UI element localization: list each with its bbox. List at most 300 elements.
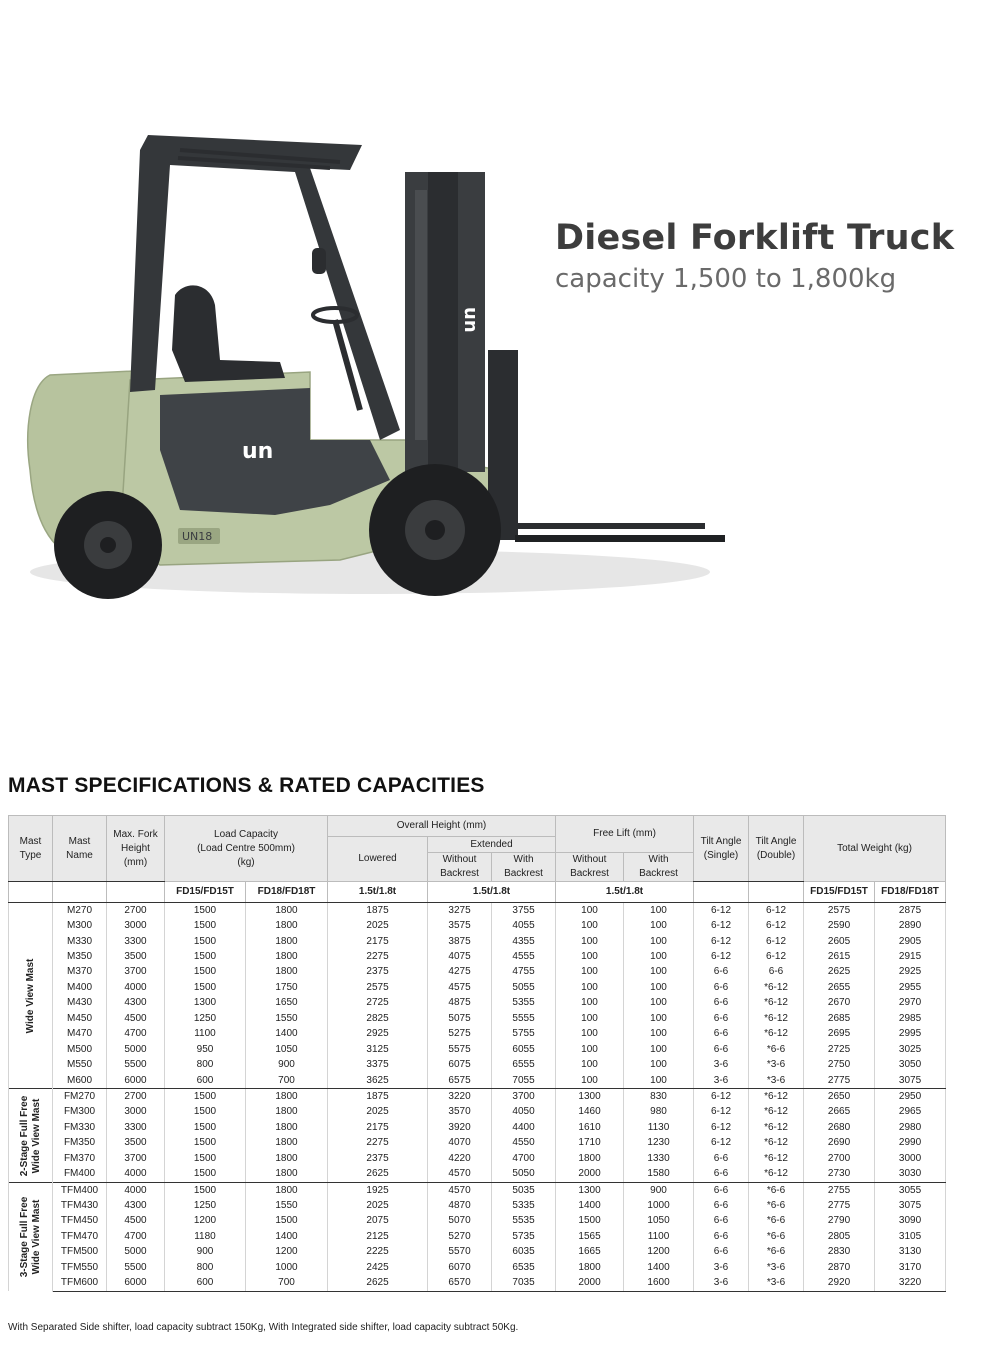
table-cell: 4000 xyxy=(107,980,165,995)
table-cell: 5570 xyxy=(428,1245,492,1260)
table-cell: *6-12 xyxy=(749,1136,804,1151)
table-row xyxy=(9,1151,946,1166)
table-cell: 1100 xyxy=(165,1027,246,1042)
table-cell: 2980 xyxy=(875,1120,946,1135)
table-cell: 2925 xyxy=(328,1027,428,1042)
table-row xyxy=(9,934,946,949)
table-cell: 1400 xyxy=(624,1260,694,1275)
table-cell: 2725 xyxy=(328,996,428,1011)
table-cell: 1500 xyxy=(165,980,246,995)
table-cell: 2375 xyxy=(328,1151,428,1166)
table-cell: 1665 xyxy=(556,1245,624,1260)
table-cell: *6-6 xyxy=(749,1042,804,1057)
table-cell: 1800 xyxy=(246,918,328,933)
table-cell: 5070 xyxy=(428,1214,492,1229)
table-cell: 7035 xyxy=(492,1276,556,1292)
table-cell: 100 xyxy=(556,1027,624,1042)
table-cell: 3300 xyxy=(107,1120,165,1135)
table-cell: 2925 xyxy=(875,965,946,980)
table-body xyxy=(9,903,946,1292)
table-cell: 1500 xyxy=(556,1214,624,1229)
table-cell: 950 xyxy=(165,1042,246,1057)
fork-upper xyxy=(505,523,705,529)
table-cell: 2725 xyxy=(804,1042,875,1057)
table-cell: 2175 xyxy=(328,1120,428,1135)
table-cell: 3275 xyxy=(428,903,492,919)
table-cell: 980 xyxy=(624,1105,694,1120)
table-cell: 100 xyxy=(624,903,694,919)
mast-name-cell: M430 xyxy=(53,996,107,1011)
table-cell: 100 xyxy=(624,980,694,995)
mast-name-cell: TFM600 xyxy=(53,1276,107,1292)
table-cell: 6-6 xyxy=(694,1198,749,1213)
table-cell: 1800 xyxy=(556,1151,624,1166)
mast-logo: un xyxy=(460,307,481,333)
table-cell: 3875 xyxy=(428,934,492,949)
header-fl-without-backrest: Without Backrest xyxy=(556,853,624,882)
table-row xyxy=(9,1057,946,1072)
table-cell: 1875 xyxy=(328,903,428,919)
table-cell: *6-12 xyxy=(749,1011,804,1026)
table-cell: 3000 xyxy=(875,1151,946,1166)
table-cell: 2700 xyxy=(804,1151,875,1166)
table-cell: 800 xyxy=(165,1260,246,1275)
table-cell: *6-12 xyxy=(749,1105,804,1120)
table-cell: 5050 xyxy=(492,1166,556,1182)
table-row xyxy=(9,949,946,964)
table-cell: 100 xyxy=(624,965,694,980)
table-cell: 2025 xyxy=(328,918,428,933)
table-cell: 5575 xyxy=(428,1042,492,1057)
table-cell: 1800 xyxy=(246,903,328,919)
table-cell: 100 xyxy=(624,1042,694,1057)
table-row xyxy=(9,996,946,1011)
title-block xyxy=(555,218,954,294)
table-cell: 2605 xyxy=(804,934,875,949)
table-cell: *6-12 xyxy=(749,1166,804,1182)
table-cell: 4550 xyxy=(492,1136,556,1151)
mast-name-cell: M270 xyxy=(53,903,107,919)
table-cell: 1800 xyxy=(246,1120,328,1135)
mast-spec-table xyxy=(8,815,946,1292)
table-cell: 2825 xyxy=(328,1011,428,1026)
mast-type-label: 2-Stage Full Free Wide View Mast xyxy=(18,1095,42,1176)
table-cell: 2225 xyxy=(328,1245,428,1260)
table-cell: 3090 xyxy=(875,1214,946,1229)
table-cell: 1875 xyxy=(328,1089,428,1105)
table-cell: *3-6 xyxy=(749,1260,804,1275)
mast-inner xyxy=(428,172,458,472)
table-cell: 3075 xyxy=(875,1198,946,1213)
table-cell: 3130 xyxy=(875,1245,946,1260)
header-overall-height: Overall Height (mm) xyxy=(328,816,556,837)
table-cell: 3700 xyxy=(107,1151,165,1166)
table-cell: 6055 xyxy=(492,1042,556,1057)
table-cell: 4000 xyxy=(107,1182,165,1198)
table-cell: 2970 xyxy=(875,996,946,1011)
table-cell: 4300 xyxy=(107,996,165,1011)
mast-name-cell: M470 xyxy=(53,1027,107,1042)
table-cell: *3-6 xyxy=(749,1057,804,1072)
table-cell: 2000 xyxy=(556,1276,624,1292)
table-cell: 3220 xyxy=(875,1276,946,1292)
table-cell: 4275 xyxy=(428,965,492,980)
table-row xyxy=(9,1182,946,1198)
table-cell: 1050 xyxy=(246,1042,328,1057)
table-cell: 1250 xyxy=(165,1198,246,1213)
table-cell: 2950 xyxy=(875,1089,946,1105)
table-cell: 100 xyxy=(624,934,694,949)
spec-table-wrap xyxy=(8,815,945,1292)
mast-name-cell: FM350 xyxy=(53,1136,107,1151)
table-cell: 1400 xyxy=(246,1027,328,1042)
header-mast-type: Mast Type xyxy=(9,816,53,882)
table-cell: 4870 xyxy=(428,1198,492,1213)
table-cell: 1750 xyxy=(246,980,328,995)
table-cell: 6-6 xyxy=(694,1151,749,1166)
header-tilt-double: Tilt Angle (Double) xyxy=(749,816,804,882)
table-cell: 3500 xyxy=(107,949,165,964)
table-cell: 3-6 xyxy=(694,1057,749,1072)
table-cell: 2965 xyxy=(875,1105,946,1120)
section-title: MAST SPECIFICATIONS & RATED CAPACITIES xyxy=(8,774,485,797)
table-row xyxy=(9,1198,946,1213)
table-row xyxy=(9,1214,946,1229)
table-cell: 6-12 xyxy=(749,918,804,933)
table-cell: 900 xyxy=(246,1057,328,1072)
table-cell: 1400 xyxy=(556,1198,624,1213)
mast-name-cell: M370 xyxy=(53,965,107,980)
table-cell: 5275 xyxy=(428,1027,492,1042)
table-cell: 3125 xyxy=(328,1042,428,1057)
table-cell: 4400 xyxy=(492,1120,556,1135)
table-cell: 4055 xyxy=(492,918,556,933)
table-cell: 5035 xyxy=(492,1182,556,1198)
table-cell: 2625 xyxy=(328,1276,428,1292)
table-cell: 3375 xyxy=(328,1057,428,1072)
table-cell: 1800 xyxy=(246,934,328,949)
table-row xyxy=(9,1245,946,1260)
mast-name-cell: FM300 xyxy=(53,1105,107,1120)
table-cell: *6-6 xyxy=(749,1214,804,1229)
table-cell: *6-6 xyxy=(749,1229,804,1244)
table-cell: 3220 xyxy=(428,1089,492,1105)
table-cell: 2670 xyxy=(804,996,875,1011)
table-cell: 3575 xyxy=(428,918,492,933)
table-cell: 3105 xyxy=(875,1229,946,1244)
table-cell: 2790 xyxy=(804,1214,875,1229)
model-blank-4 xyxy=(694,882,749,903)
table-cell: 1000 xyxy=(624,1198,694,1213)
table-row xyxy=(9,1089,946,1105)
table-cell: 1200 xyxy=(246,1245,328,1260)
table-cell: 6-12 xyxy=(749,934,804,949)
table-cell: 2955 xyxy=(875,980,946,995)
table-cell: 6-12 xyxy=(694,918,749,933)
table-cell: 1000 xyxy=(246,1260,328,1275)
table-cell: 900 xyxy=(165,1245,246,1260)
mast-name-cell: M330 xyxy=(53,934,107,949)
table-cell: 3000 xyxy=(107,1105,165,1120)
table-cell: 2375 xyxy=(328,965,428,980)
table-cell: 4070 xyxy=(428,1136,492,1151)
table-cell: *6-6 xyxy=(749,1245,804,1260)
table-cell: 2995 xyxy=(875,1027,946,1042)
table-cell: 2275 xyxy=(328,1136,428,1151)
mast-name-cell: TFM430 xyxy=(53,1198,107,1213)
header-load-capacity: Load Capacity (Load Centre 500mm) (kg) xyxy=(165,816,328,882)
table-cell: 100 xyxy=(624,949,694,964)
table-cell: 6-6 xyxy=(694,996,749,1011)
product-subtitle: capacity 1,500 to 1,800kg xyxy=(555,264,897,294)
table-cell: 1250 xyxy=(165,1011,246,1026)
table-cell: *6-12 xyxy=(749,980,804,995)
mast-type-label: Wide View Mast xyxy=(24,958,36,1033)
table-cell: 1800 xyxy=(246,1089,328,1105)
table-cell: 4355 xyxy=(492,934,556,949)
mast-name-cell: TFM450 xyxy=(53,1214,107,1229)
table-cell: *6-12 xyxy=(749,1027,804,1042)
table-cell: 100 xyxy=(624,1011,694,1026)
table-cell: 1565 xyxy=(556,1229,624,1244)
table-cell: 1610 xyxy=(556,1120,624,1135)
table-cell: *6-12 xyxy=(749,1120,804,1135)
table-cell: 1050 xyxy=(624,1214,694,1229)
table-cell: 2075 xyxy=(328,1214,428,1229)
table-cell: 1180 xyxy=(165,1229,246,1244)
table-cell: 3920 xyxy=(428,1120,492,1135)
table-cell: 3700 xyxy=(492,1089,556,1105)
lift-cylinder xyxy=(415,190,427,440)
table-cell: 1500 xyxy=(165,1105,246,1120)
header-tilt-single: Tilt Angle (Single) xyxy=(694,816,749,882)
mast-name-cell: TFM500 xyxy=(53,1245,107,1260)
table-row xyxy=(9,1073,946,1089)
table-cell: 6-12 xyxy=(749,903,804,919)
table-cell: 7055 xyxy=(492,1073,556,1089)
table-cell: 6-12 xyxy=(749,949,804,964)
table-cell: 6-12 xyxy=(694,1089,749,1105)
table-cell: 100 xyxy=(556,980,624,995)
table-cell: 5500 xyxy=(107,1057,165,1072)
table-cell: 1925 xyxy=(328,1182,428,1198)
table-cell: 1650 xyxy=(246,996,328,1011)
header-extended: Extended xyxy=(428,837,556,853)
table-cell: 6-6 xyxy=(694,965,749,980)
table-cell: *6-12 xyxy=(749,1089,804,1105)
header-max-fork-height: Max. Fork Height (mm) xyxy=(107,816,165,882)
header-ext-with-backrest: With Backrest xyxy=(492,853,556,882)
table-cell: 1330 xyxy=(624,1151,694,1166)
table-cell: 6075 xyxy=(428,1057,492,1072)
mast-name-cell: M400 xyxy=(53,980,107,995)
table-cell: 6-12 xyxy=(694,934,749,949)
table-cell: 1200 xyxy=(624,1245,694,1260)
table-cell: *6-12 xyxy=(749,996,804,1011)
table-cell: 2915 xyxy=(875,949,946,964)
table-cell: 1230 xyxy=(624,1136,694,1151)
table-cell: 4700 xyxy=(107,1229,165,1244)
table-cell: 2830 xyxy=(804,1245,875,1260)
table-cell: 100 xyxy=(624,1057,694,1072)
table-cell: 2175 xyxy=(328,934,428,949)
table-cell: 3-6 xyxy=(694,1073,749,1089)
table-cell: 6-6 xyxy=(694,1027,749,1042)
table-cell: 6-12 xyxy=(694,903,749,919)
table-cell: 1500 xyxy=(165,965,246,980)
mast-name-cell: M350 xyxy=(53,949,107,964)
table-cell: 3625 xyxy=(328,1073,428,1089)
table-cell: 830 xyxy=(624,1089,694,1105)
table-cell: 1800 xyxy=(556,1260,624,1275)
table-cell: 6-6 xyxy=(749,965,804,980)
table-cell: 2025 xyxy=(328,1198,428,1213)
table-cell: 4300 xyxy=(107,1198,165,1213)
table-cell: 4555 xyxy=(492,949,556,964)
table-cell: 4875 xyxy=(428,996,492,1011)
mast-name-cell: M500 xyxy=(53,1042,107,1057)
table-cell: 4700 xyxy=(107,1027,165,1042)
table-cell: 6535 xyxy=(492,1260,556,1275)
mast-type-cell xyxy=(9,1089,53,1183)
footnote: With Separated Side shifter, load capacity subtract 150Kg, With Integrated side shifter, load capacity subtract 50Kg. xyxy=(8,1322,519,1333)
table-row xyxy=(9,1166,946,1182)
table-cell: 2905 xyxy=(875,934,946,949)
table-cell: 6035 xyxy=(492,1245,556,1260)
table-cell: 2125 xyxy=(328,1229,428,1244)
table-cell: 6-12 xyxy=(694,949,749,964)
table-cell: 6-6 xyxy=(694,1229,749,1244)
mast-name-cell: M300 xyxy=(53,918,107,933)
table-row xyxy=(9,1105,946,1120)
table-cell: 6555 xyxy=(492,1057,556,1072)
table-cell: 700 xyxy=(246,1276,328,1292)
table-cell: 1460 xyxy=(556,1105,624,1120)
table-cell: 6570 xyxy=(428,1276,492,1292)
table-cell: 5270 xyxy=(428,1229,492,1244)
table-cell: 2275 xyxy=(328,949,428,964)
table-cell: 4500 xyxy=(107,1011,165,1026)
table-cell: 6000 xyxy=(107,1073,165,1089)
mast-name-cell: FM400 xyxy=(53,1166,107,1182)
table-cell: 4700 xyxy=(492,1151,556,1166)
model-blank-5 xyxy=(749,882,804,903)
table-cell: 1580 xyxy=(624,1166,694,1182)
table-cell: 100 xyxy=(556,996,624,1011)
mast-type-cell xyxy=(9,903,53,1089)
table-cell: 1500 xyxy=(165,1120,246,1135)
table-cell: 3025 xyxy=(875,1042,946,1057)
table-cell: 2695 xyxy=(804,1027,875,1042)
table-row xyxy=(9,918,946,933)
table-cell: 5735 xyxy=(492,1229,556,1244)
mast-name-cell: M450 xyxy=(53,1011,107,1026)
table-cell: 5535 xyxy=(492,1214,556,1229)
table-row xyxy=(9,1027,946,1042)
table-cell: 3000 xyxy=(107,918,165,933)
table-cell: 100 xyxy=(556,1073,624,1089)
table-cell: 3075 xyxy=(875,1073,946,1089)
table-cell: 100 xyxy=(556,934,624,949)
table-cell: 5000 xyxy=(107,1042,165,1057)
table-cell: 6000 xyxy=(107,1276,165,1292)
table-cell: 900 xyxy=(624,1182,694,1198)
table-cell: 2425 xyxy=(328,1260,428,1275)
table-row xyxy=(9,1229,946,1244)
model-weight-fd18: FD18/FD18T xyxy=(875,882,946,903)
table-cell: 5055 xyxy=(492,980,556,995)
table-cell: 1800 xyxy=(246,949,328,964)
table-cell: *6-12 xyxy=(749,1151,804,1166)
mast-type-label: 3-Stage Full Free Wide View Mast xyxy=(18,1196,42,1278)
table-cell: 1500 xyxy=(165,1136,246,1151)
table-cell: *6-6 xyxy=(749,1198,804,1213)
table-cell: 3055 xyxy=(875,1182,946,1198)
table-cell: *6-6 xyxy=(749,1182,804,1198)
table-cell: 1130 xyxy=(624,1120,694,1135)
table-cell: 100 xyxy=(556,1011,624,1026)
table-cell: 3-6 xyxy=(694,1260,749,1275)
table-cell: 1550 xyxy=(246,1011,328,1026)
table-cell: 2575 xyxy=(328,980,428,995)
header-lowered: Lowered xyxy=(328,837,428,882)
seat xyxy=(172,285,285,382)
table-cell: 100 xyxy=(624,1073,694,1089)
table-cell: 600 xyxy=(165,1276,246,1292)
table-cell: 6-6 xyxy=(694,1214,749,1229)
table-cell: 2615 xyxy=(804,949,875,964)
table-cell: 1600 xyxy=(624,1276,694,1292)
table-cell: 1550 xyxy=(246,1198,328,1213)
table-cell: 2805 xyxy=(804,1229,875,1244)
table-cell: 1500 xyxy=(165,1089,246,1105)
table-cell: 2690 xyxy=(804,1136,875,1151)
table-cell: 800 xyxy=(165,1057,246,1072)
table-cell: 3500 xyxy=(107,1136,165,1151)
table-row xyxy=(9,1136,946,1151)
table-cell: 2625 xyxy=(804,965,875,980)
table-cell: 2730 xyxy=(804,1166,875,1182)
table-cell: 2990 xyxy=(875,1136,946,1151)
mast-name-cell: TFM400 xyxy=(53,1182,107,1198)
table-cell: 2700 xyxy=(107,903,165,919)
table-cell: 2665 xyxy=(804,1105,875,1120)
table-cell: 3300 xyxy=(107,934,165,949)
mast-name-cell: FM370 xyxy=(53,1151,107,1166)
table-cell: 100 xyxy=(556,949,624,964)
table-cell: 6-6 xyxy=(694,1182,749,1198)
table-cell: 4575 xyxy=(428,980,492,995)
table-cell: 1300 xyxy=(556,1089,624,1105)
model-weight-fd15: FD15/FD15T xyxy=(804,882,875,903)
table-cell: 100 xyxy=(624,1027,694,1042)
table-cell: 100 xyxy=(556,918,624,933)
table-cell: 6-12 xyxy=(694,1120,749,1135)
header-mast-name: Mast Name xyxy=(53,816,107,882)
table-cell: 2000 xyxy=(556,1166,624,1182)
table-row xyxy=(9,903,946,919)
forklift-illustration xyxy=(10,110,740,610)
table-cell: 2750 xyxy=(804,1057,875,1072)
table-cell: 100 xyxy=(556,965,624,980)
model-decal: UN18 xyxy=(182,530,213,543)
table-cell: 3050 xyxy=(875,1057,946,1072)
mast-name-cell: M550 xyxy=(53,1057,107,1072)
table-cell: 1500 xyxy=(165,949,246,964)
table-cell: 5335 xyxy=(492,1198,556,1213)
table-cell: 100 xyxy=(556,1057,624,1072)
table-cell: 5355 xyxy=(492,996,556,1011)
